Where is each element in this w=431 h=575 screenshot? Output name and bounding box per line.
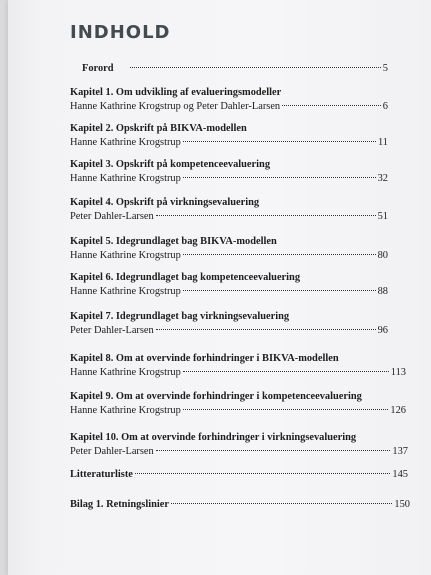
toc-page-number: 150 [394,499,410,510]
toc-page-number: 126 [390,405,406,416]
toc-title-line [70,390,406,404]
toc-entry-kapitel-8 [70,352,406,380]
dot-leader [282,105,381,106]
toc-title-line [70,271,388,285]
toc-page-number: 32 [377,173,388,184]
toc-title-line [70,498,410,512]
toc-title-line [70,235,388,249]
dot-leader [156,450,391,451]
toc-title: Forord [82,63,114,74]
toc-title: Kapitel 2. Opskrift på BIKVA-modellen [70,123,247,134]
toc-page-number: 11 [377,137,388,148]
dot-leader [183,290,376,291]
toc-author-line [70,136,388,150]
toc-author: Hanne Kathrine Krogstrup [70,173,181,184]
toc-entry-kapitel-7 [70,310,388,338]
toc-title-line [70,122,388,136]
book-page [8,0,431,575]
toc-page-number: 137 [392,446,408,457]
toc-title: Bilag 1. Retningslinier [70,499,170,510]
toc-title-line [70,158,388,172]
toc-title: Kapitel 4. Opskrift på virkningsevaluering [70,197,260,208]
toc-entry-kapitel-2 [70,122,388,150]
toc-entry-bilag-1 [70,498,410,512]
toc-author: Hanne Kathrine Krogstrup [70,367,181,378]
toc-title: Kapitel 3. Opskrift på kompetenceevaluering [70,159,271,170]
toc-title-line [70,86,388,100]
toc-author-line [70,445,408,459]
toc-entry-kapitel-5 [70,235,388,263]
toc-author-line [70,172,388,186]
toc-title-line [70,352,406,366]
toc-entry-kapitel-6 [70,271,388,299]
toc-page-number: 96 [377,325,388,336]
toc-title: Kapitel 8. Om at overvinde forhindringer i BIKVA-modellen [70,353,339,364]
dot-leader [156,215,376,216]
toc-author: Peter Dahler-Larsen [70,325,154,336]
dot-leader [183,254,376,255]
toc-author-line [70,324,388,338]
toc-title: Kapitel 7. Idegrundlaget bag virkningsevaluering [70,311,290,322]
dot-leader [171,503,392,504]
toc-author: Hanne Kathrine Krogstrup [70,405,181,416]
dot-leader [183,371,389,372]
toc-author: Hanne Kathrine Krogstrup [70,250,181,261]
toc-author: Hanne Kathrine Krogstrup [70,286,181,297]
toc-author: Hanne Kathrine Krogstrup og Peter Dahler-Larsen [70,101,281,112]
page-title: INDHOLD [70,22,171,43]
toc-author-line [70,249,388,263]
toc-page-number: 5 [382,63,388,74]
toc-page-number: 113 [390,367,406,378]
toc-author-line [70,210,388,224]
toc-title-line [70,62,388,76]
toc-entry-forord [70,62,388,76]
toc-page-number: 6 [382,101,388,112]
toc-title: Kapitel 10. Om at overvinde forhindringer i virkningsevaluering [70,432,357,443]
dot-leader [183,177,376,178]
toc-title-line [70,468,408,482]
toc-title: Kapitel 5. Idegrundlaget bag BIKVA-modellen [70,236,277,247]
toc-title: Kapitel 6. Idegrundlaget bag kompetenceevaluering [70,272,301,283]
toc-entry-kapitel-9 [70,390,406,418]
toc-entry-kapitel-1 [70,86,388,114]
dot-leader [183,409,389,410]
toc-page-number: 80 [377,250,388,261]
dot-leader [130,67,381,68]
toc-page-number: 51 [377,211,388,222]
toc-title: Litteraturliste [70,469,133,480]
toc-author-line [70,366,406,380]
dot-leader [135,473,391,474]
toc-author: Hanne Kathrine Krogstrup [70,137,181,148]
dot-leader [156,329,376,330]
toc-title-line [70,310,388,324]
toc-entry-litteraturliste [70,468,408,482]
toc-entry-kapitel-3 [70,158,388,186]
toc-entry-kapitel-10 [70,431,408,459]
toc-title: Kapitel 1. Om udvikling af evalueringsmodeller [70,87,282,98]
toc-author-line [70,100,388,114]
toc-title-line [70,431,408,445]
dot-leader [183,141,376,142]
toc-entry-kapitel-4 [70,196,388,224]
toc-page-number: 145 [392,469,408,480]
toc-author-line [70,285,388,299]
toc-author: Peter Dahler-Larsen [70,211,154,222]
toc-author-line [70,404,406,418]
toc-title-line [70,196,388,210]
toc-author: Peter Dahler-Larsen [70,446,154,457]
toc-title: Kapitel 9. Om at overvinde forhindringer i kompetenceevaluering [70,391,362,402]
toc-page-number: 88 [377,286,388,297]
